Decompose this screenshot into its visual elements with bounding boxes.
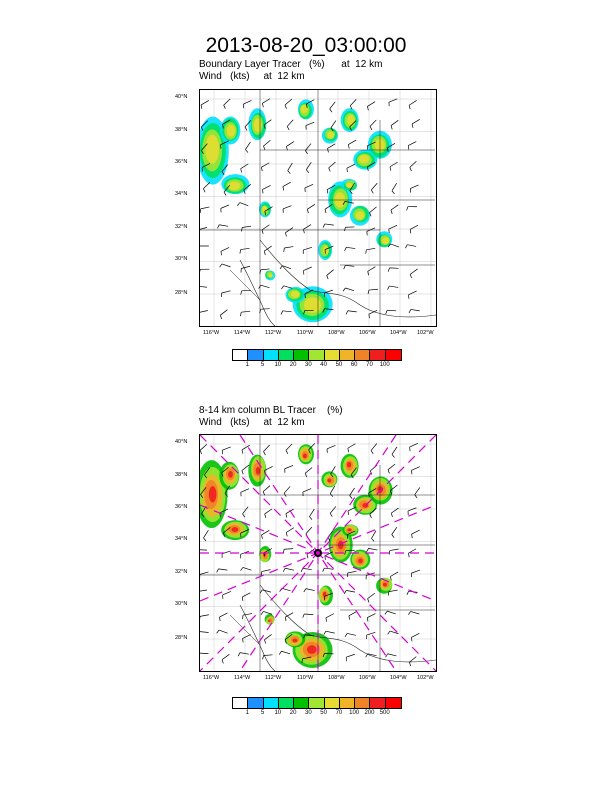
lat-label: 40°N: [175, 439, 188, 445]
colorbar-swatch: [294, 350, 309, 360]
lon-label: 104°W: [390, 675, 407, 681]
colorbar-label: 500: [379, 710, 390, 716]
lon-label: 110°W: [297, 675, 314, 681]
colorbar-label: 1: [245, 362, 249, 368]
lat-label: 38°N: [175, 127, 188, 133]
colorbar-swatch: [233, 350, 248, 360]
colorbar-label: 30: [305, 710, 312, 716]
lon-label: 108°W: [328, 675, 345, 681]
lat-label: 32°N: [175, 569, 188, 575]
lon-label: 110°W: [297, 330, 314, 336]
main-title: 2013-08-20_03:00:00: [205, 34, 407, 57]
lon-label: 102°W: [417, 675, 434, 681]
colorbar-label: 60: [350, 362, 358, 368]
colorbar-label: 10: [274, 362, 282, 368]
colorbar-label: 200: [364, 710, 375, 716]
colorbar-label: 20: [289, 710, 297, 716]
lon-label: 116°W: [203, 675, 220, 681]
lat-label: 34°N: [175, 536, 188, 542]
lon-label: 114°W: [234, 330, 251, 336]
colorbar-swatch: [279, 350, 294, 360]
colorbar-swatch: [279, 698, 294, 708]
colorbar-swatch: [325, 698, 340, 708]
tracer-map-panel-2: [199, 434, 437, 672]
lat-label: 28°N: [175, 635, 188, 641]
colorbar-swatch: [248, 350, 263, 360]
colorbar-label: 40: [320, 362, 327, 368]
panel1-title: Boundary Layer Tracer (%) at 12 km: [199, 59, 383, 70]
map-canvas-1: [200, 90, 436, 326]
colorbar-label: 5: [260, 362, 265, 368]
lon-label: 112°W: [265, 675, 282, 681]
colorbar-swatch: [309, 350, 324, 360]
colorbar-label: 1: [245, 710, 249, 716]
lon-label: 116°W: [203, 330, 220, 336]
colorbar-label: 20: [289, 362, 297, 368]
lat-label: 32°N: [175, 224, 188, 230]
lat-label: 36°N: [175, 159, 188, 165]
lon-label: 104°W: [390, 330, 407, 336]
colorbar-swatch: [386, 698, 401, 708]
colorbar-swatch: [340, 350, 355, 360]
lat-label: 30°N: [175, 601, 188, 607]
colorbar-1: [232, 349, 402, 361]
colorbar-label: 5: [260, 710, 265, 716]
colorbar-swatch: [355, 698, 370, 708]
colorbar-swatch: [233, 698, 248, 708]
colorbar-swatch: [340, 698, 355, 708]
panel2-title: 8-14 km column BL Tracer (%): [199, 405, 343, 416]
colorbar-swatch: [370, 698, 385, 708]
colorbar-label: 100: [349, 710, 360, 716]
lat-label: 30°N: [175, 256, 188, 262]
colorbar-swatch: [355, 350, 370, 360]
lat-label: 40°N: [175, 94, 188, 100]
lat-label: 36°N: [175, 504, 188, 510]
colorbar-swatch: [370, 350, 385, 360]
lat-label: 28°N: [175, 290, 188, 296]
panel1-subtitle: Wind (kts) at 12 km: [199, 71, 305, 82]
lon-label: 102°W: [417, 330, 434, 336]
lat-label: 38°N: [175, 472, 188, 478]
colorbar-swatch: [264, 350, 279, 360]
colorbar-swatch: [294, 698, 309, 708]
lon-label: 106°W: [359, 330, 376, 336]
lon-label: 106°W: [359, 675, 376, 681]
colorbar-label: 70: [335, 710, 343, 716]
colorbar-label: 30: [305, 362, 312, 368]
tracer-map-panel-1: [199, 89, 437, 327]
colorbar-swatch: [264, 698, 279, 708]
lon-label: 108°W: [328, 330, 345, 336]
colorbar-swatch: [325, 350, 340, 360]
map-canvas-2: [200, 435, 436, 671]
lon-label: 114°W: [234, 675, 251, 681]
colorbar-swatch: [248, 698, 263, 708]
colorbar-swatch: [309, 698, 324, 708]
colorbar-label: 70: [366, 362, 373, 368]
lon-label: 112°W: [265, 330, 282, 336]
panel2-subtitle: Wind (kts) at 12 km: [199, 417, 305, 428]
lat-label: 34°N: [175, 191, 188, 197]
colorbar-label: 10: [274, 710, 282, 716]
colorbar-label: 50: [335, 362, 343, 368]
colorbar-swatch: [386, 350, 401, 360]
colorbar-label: 100: [379, 362, 390, 368]
colorbar-label: 50: [320, 710, 327, 716]
colorbar-2: [232, 697, 402, 709]
